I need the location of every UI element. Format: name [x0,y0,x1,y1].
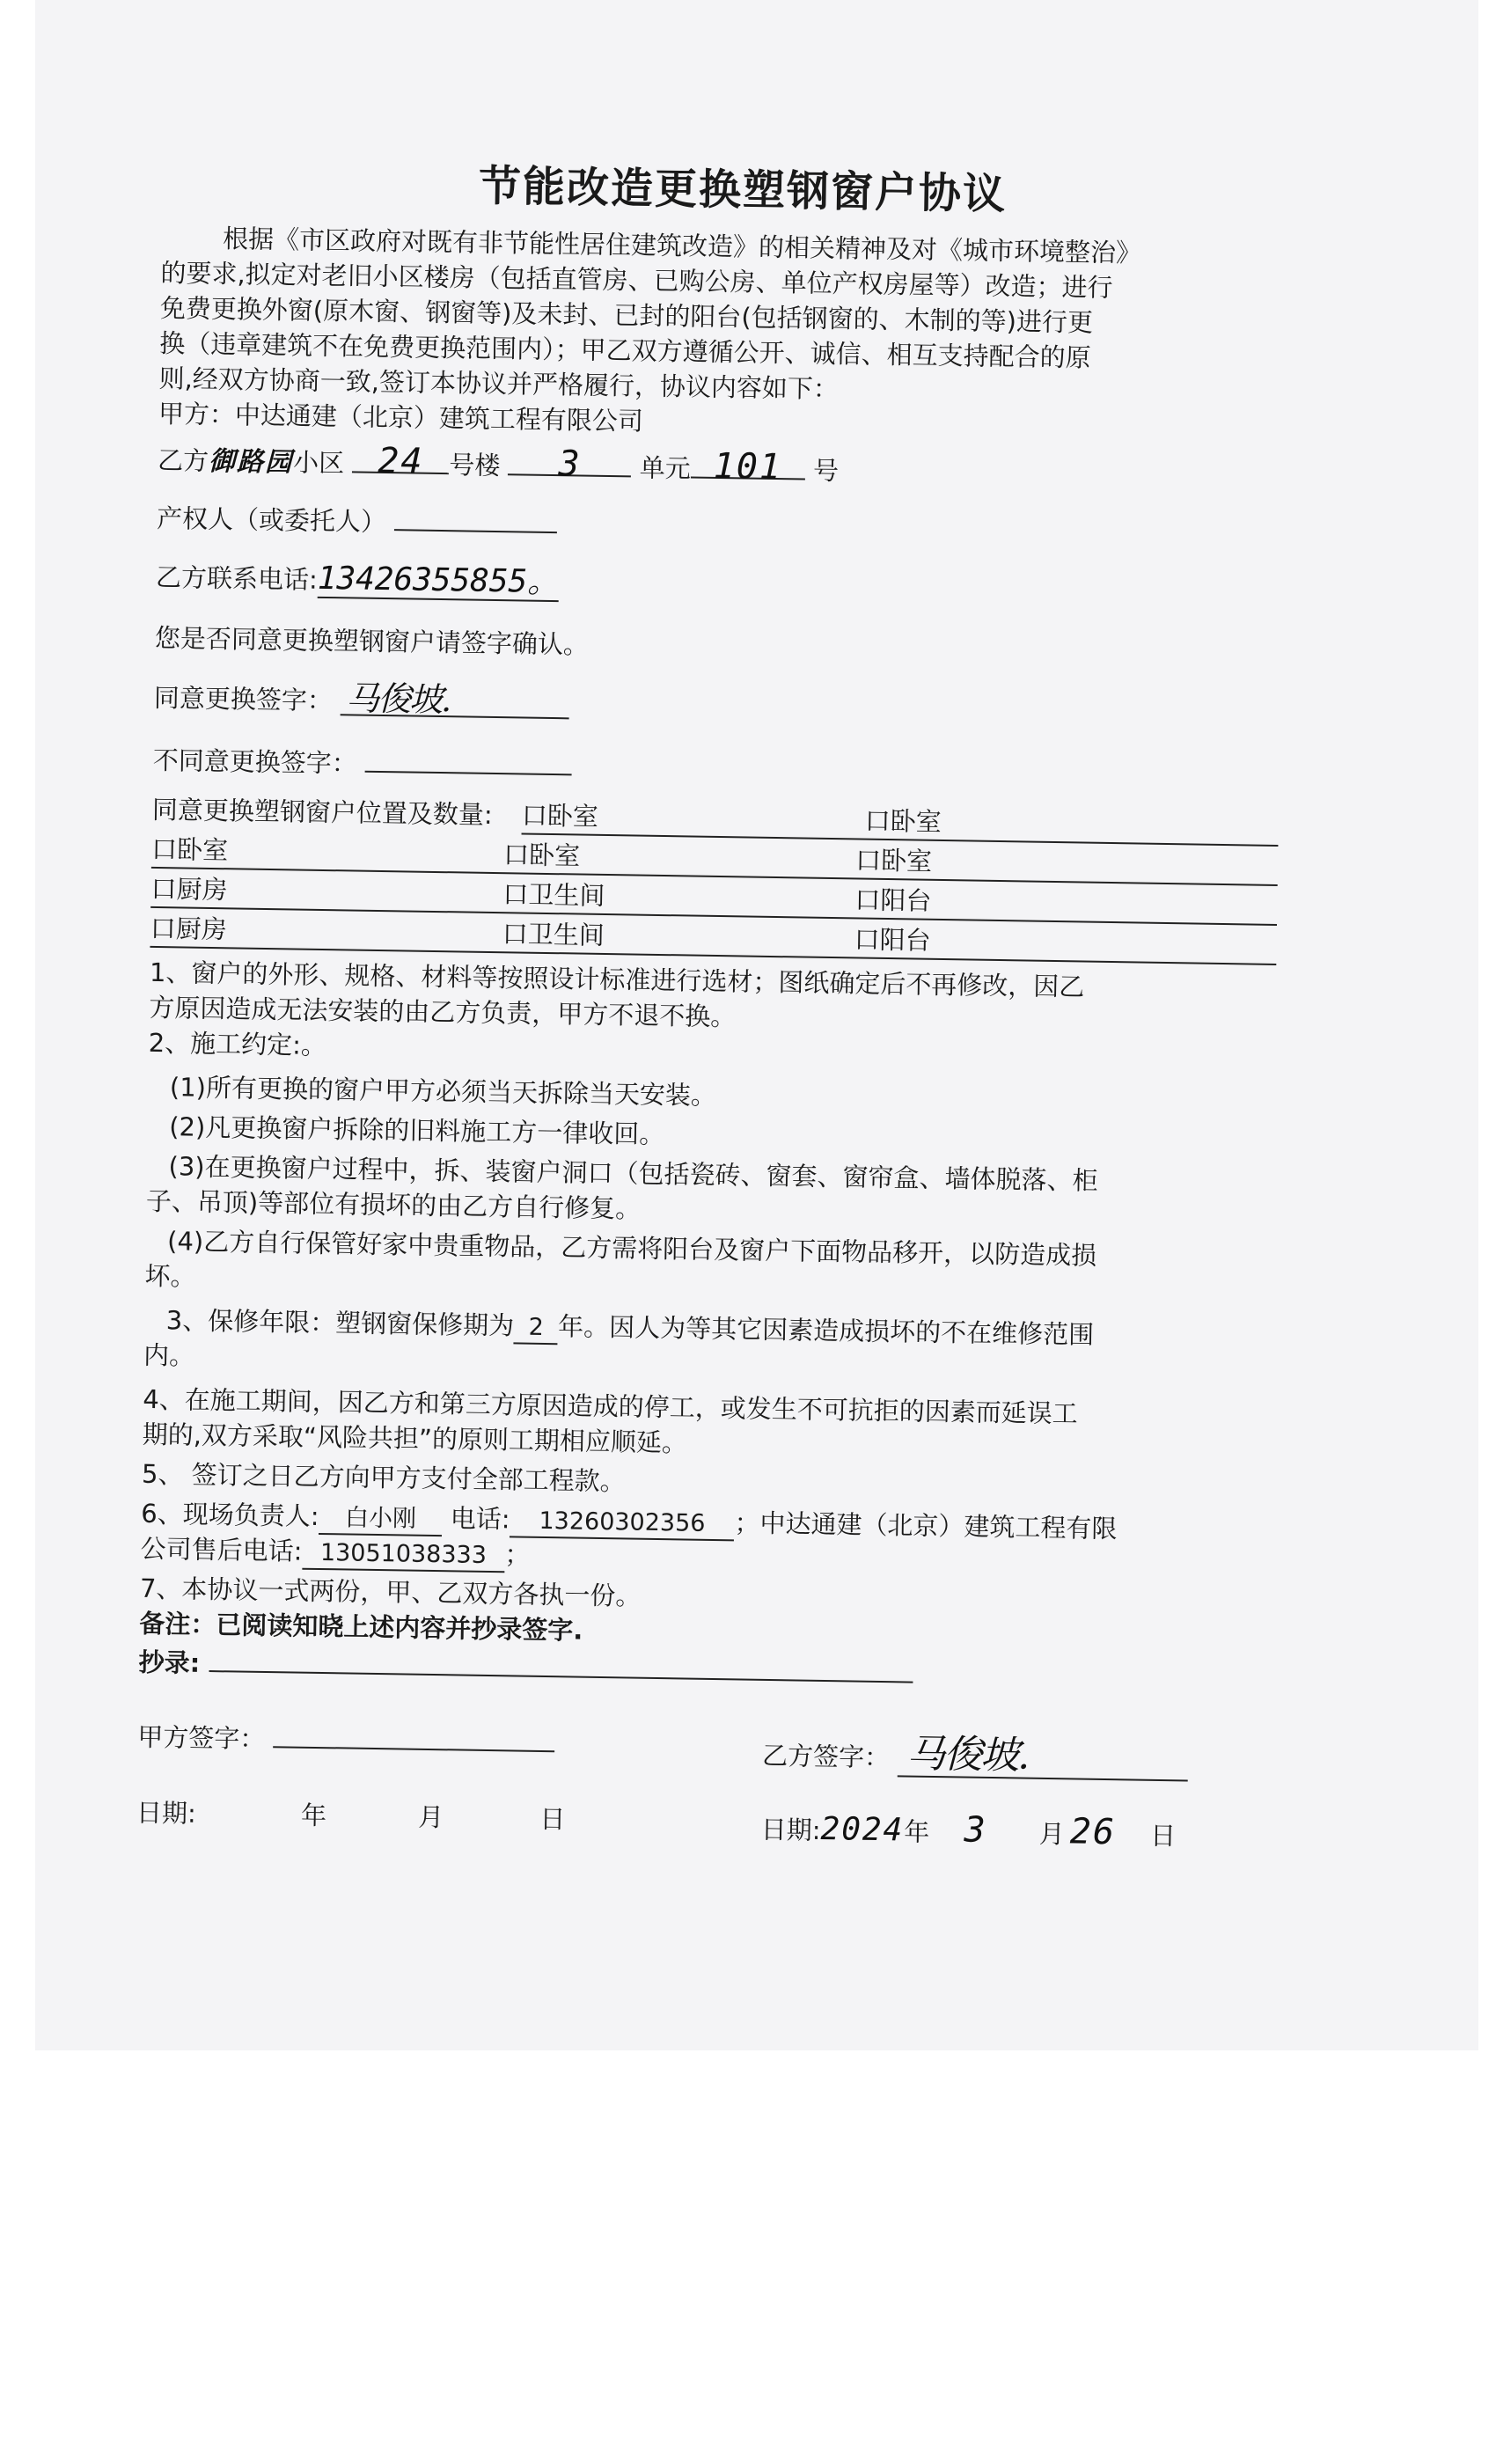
term-5: 5、 签订之日乙方向甲方支付全部工程款。 [141,1458,626,1497]
party-b-prefix: 乙方 [157,444,209,476]
term-4-line-1: 4、在施工期间，因乙方和第三方原因造成的停工，或发生不可抗拒的因素而延误工 [143,1383,1078,1429]
copy-line [138,1641,913,1692]
term-2-item-3-line-1: (3)在更换窗户过程中，拆、装窗户洞口（包括瓷砖、窗套、窗帘盒、墙体脱落、柜 [168,1151,1098,1196]
disagree-sign-label: 不同意更换签字： [152,744,358,779]
party-a-sign-label: 甲方签字： [137,1721,266,1755]
intro-line-4: 换（违章建筑不在免费更换范围内）；甲乙双方遵循公开、诚信、相互支持配合的原 [158,327,1091,373]
disagree-sign-line [152,739,572,784]
agree-sign-line [154,678,570,722]
building-number-field: 24 [352,443,450,474]
company-name-text: ；中达通建（北京）建筑工程有限 [734,1507,1118,1544]
location-kitchen-2: 口厨房 [150,913,228,945]
party-b-date-label: 日期: [760,1814,821,1845]
site-manager-field: 白小刚 [319,1503,443,1536]
locations-label: 同意更换塑钢窗户位置及数量: [151,794,493,830]
sign-month-handwritten: 3 [964,1809,987,1851]
unit-number-field: 3 [508,445,632,477]
term-6-line-2: 公司售后电话: 13051038333 ； [140,1531,530,1573]
site-manager-phone-field: 13260302356 [510,1506,735,1541]
party-a-signature-field [273,1718,554,1752]
location-balcony-2: 口阳台 [854,924,931,956]
sign-year-handwritten: 2024 [820,1810,905,1849]
party-b-date-line: 日期:2024年 3 月 26 日 [760,1809,1177,1853]
intro-line-5: 则,经双方协商一致,签订本协议并严格履行，协议内容如下： [158,363,840,405]
term-2-item-3-line-2: 子、吊顶)等部位有损坏的由乙方自行修复。 [145,1185,642,1224]
term-3-line-2: 内。 [143,1339,195,1371]
location-bedroom-1: 口卧室 [521,800,599,832]
unit-label: 单元 [639,452,692,484]
agreement-document [135,132,1320,1945]
term-2-item-2: (2)凡更换窗户拆除的旧料施工方一律收回。 [168,1111,665,1150]
party-a-date-label: 日期: [136,1797,197,1829]
location-bathroom-2: 口卫生间 [502,919,605,950]
remark-line: 备注：已阅读知晓上述内容并抄录签字. [139,1608,583,1646]
location-kitchen-1: 口厨房 [150,873,228,906]
party-a-sign-line [137,1716,555,1761]
term-1-line-1: 1、窗户的外形、规格、材料等按照设计标准进行选材；图纸确定后不再修改，因乙 [149,957,1085,1002]
party-b-sign-label: 乙方签字： [761,1740,891,1773]
owner-line [157,497,558,542]
term-4-line-2: 期的,双方采取“风险共担”的原则工期相应顺延。 [142,1419,688,1458]
party-a-date-line: 日期: 年 月 日 [136,1797,566,1835]
intro-line-3: 免费更换外窗(原木窗、钢窗等)及未封、已封的阳台(包括钢窗的、木制的等)进行更 [159,292,1094,338]
term-2-title: 2、施工约定:。 [148,1027,327,1061]
term-6-line-1: 6、现场负责人: 白小刚 电话: 13260302356 ；中达通建（北京）建筑工程有限 [141,1498,1118,1544]
term-2-item-1: (1)所有更换的窗户甲方必须当天拆除当天安装。 [169,1072,717,1111]
document-title: 节能改造更换塑钢窗户协议 [478,161,1008,220]
phone-line [156,559,560,601]
phone-label: 乙方联系电话: [155,561,319,595]
room-number-field: 101 [691,448,806,480]
term-2-item-4-line-1: (4)乙方自行保管好家中贵重物品，乙方需将阳台及窗户下面物品移开，以防造成损 [166,1226,1097,1271]
building-label: 号楼 [449,450,501,481]
term-7: 7、本协议一式两份，甲、乙双方各执一份。 [139,1573,642,1611]
copy-label: 抄录: [138,1646,201,1678]
party-b-signature-field: 马俊坡. [898,1736,1189,1781]
after-sales-phone-field: 13051038333 [302,1538,505,1573]
copy-field [209,1642,913,1683]
community-name-handwritten: 御路园 [208,445,294,479]
location-bedroom-2: 口卧室 [864,805,942,837]
party-b-address-line [158,440,840,489]
owner-label: 产权人（或委托人） [156,502,387,538]
owner-name-field [394,501,558,533]
location-balcony-1: 口阳台 [854,884,932,916]
locations-row-2-rule [151,867,1278,886]
sign-day-handwritten: 26 [1069,1811,1117,1853]
consent-question: 您是否同意更换塑钢窗户请签字确认。 [154,622,590,660]
agree-sign-label: 同意更换签字： [153,682,334,716]
location-bedroom-5: 口卧室 [854,845,933,876]
term-1-line-2: 方原因造成无法安装的由乙方负责，甲方不退不换。 [149,992,737,1032]
term-2-item-4-line-2: 坏。 [144,1260,196,1292]
party-a-line: 甲方：中达通建（北京）建筑工程有限公司 [158,398,644,436]
community-label: 小区 [292,447,345,479]
intro-line-2: 的要求,拟定对老旧小区楼房（包括直管房、已购公房、单位产权房屋等）改造；进行 [160,257,1113,303]
location-bedroom-4: 口卧室 [502,840,581,871]
disagree-signature-field [365,743,573,776]
location-bathroom-1: 口卫生间 [502,879,605,911]
warranty-years-field: 2 [514,1312,559,1345]
locations-row-3-rule [150,906,1277,926]
term-3-line-1: 3、保修年限：塑钢窗保修期为 2 年。因人为等其它因素造成损坏的不在维修范围 [165,1305,1095,1350]
location-bedroom-3: 口卧室 [150,833,229,866]
room-label: 号 [812,455,840,487]
party-b-sign-line [761,1731,1189,1782]
intro-line-1: 根据《市区政府对既有非节能性居住建筑改造》的相关精神及对《城市环境整治》 [222,224,1142,268]
phone-value-handwritten: 13426355855。 [317,560,560,601]
agree-signature-field: 马俊坡. [341,680,570,719]
